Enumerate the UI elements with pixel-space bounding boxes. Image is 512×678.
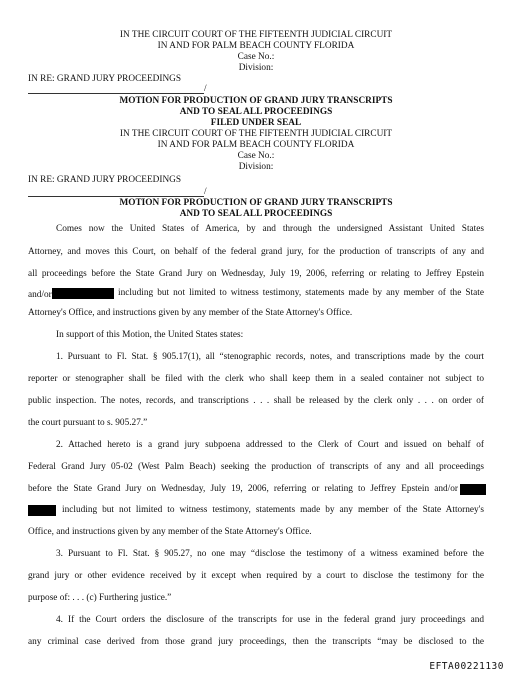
and-or-text: and/or xyxy=(28,290,52,300)
paragraph-1-line: 1. Pursuant to Fl. Stat. § 905.17(1), all “stenographic records, notes, and transcriptions made by the court xyxy=(56,352,484,362)
case-number-label: Case No.: xyxy=(237,52,275,62)
paragraph-2-line: Office, and instructions given by any member of the State Attorney's Office. xyxy=(28,527,312,537)
caption-slash: / xyxy=(204,84,207,94)
redaction-box xyxy=(52,288,114,299)
paragraph-3-line: purpose of: . . . (c) Furthering justice.” xyxy=(28,593,172,603)
caption-rule xyxy=(28,196,204,197)
case-number-label: Case No.: xyxy=(237,151,275,161)
caption-slash: / xyxy=(204,187,207,197)
redaction-box xyxy=(460,484,486,495)
division-label: Division: xyxy=(238,63,274,73)
caption-rule xyxy=(28,93,204,94)
division-label: Division: xyxy=(238,162,274,172)
paragraph-intro-line: Attorney, and moves this Court, on behalf of the federal grand jury, for the production of transcripts of any and xyxy=(28,247,484,257)
paragraph-intro-line: Attorney's Office, and instructions given by any member of the State Attorney's Office. xyxy=(28,308,353,318)
paragraph-4-line: any criminal case derived from those grand jury proceedings, then the transcripts “may be disclosed to the xyxy=(28,637,484,647)
paragraph-3-line: 3. Pursuant to Fl. Stat. § 905.27, no one may “disclose the testimony of a witness examined before the xyxy=(56,549,484,559)
motion-title-line1: MOTION FOR PRODUCTION OF GRAND JURY TRANSCRIPTS xyxy=(119,198,393,208)
paragraph-2-line: 2. Attached hereto is a grand jury subpoena addressed to the Clerk of Court and issued on behalf of xyxy=(56,440,484,450)
paragraph-intro-line: Comes now the United States of America, by and through the undersigned Assistant United States xyxy=(56,224,484,234)
paragraph-3-line: grand jury or other evidence received by it except when required by a court to disclose the testimony for the xyxy=(28,571,484,581)
court-name-line1: IN THE CIRCUIT COURT OF THE FIFTEENTH JUDICIAL CIRCUIT xyxy=(119,129,393,139)
paragraph-2-line: including but not limited to witness testimony, statements made by any member of the State Attorney's xyxy=(62,505,484,515)
paragraph-1-line: public inspection. The notes, records, and transcriptions . . . shall be released by the clerk only . . . on order of xyxy=(28,396,484,406)
paragraph-1-line: reporter or stenographer shall be filed with the clerk who shall keep them in a sealed container not subject to xyxy=(28,374,484,384)
bates-number: EFTA00221130 xyxy=(429,661,504,672)
paragraph-2-line: before the State Grand Jury on Wednesday, July 19, 2006, referring or relating to Jeffrey Epstein and/or xyxy=(28,484,458,494)
filed-under-seal: FILED UNDER SEAL xyxy=(210,118,302,128)
paragraph-intro-line: all proceedings before the State Grand Jury on Wednesday, July 19, 2006, referring or relating to Jeffrey Epstein xyxy=(28,269,484,279)
paragraph-intro-line: including but not limited to witness testimony, statements made by any member of the State xyxy=(118,288,484,298)
court-name-line1: IN THE CIRCUIT COURT OF THE FIFTEENTH JUDICIAL CIRCUIT xyxy=(119,30,393,40)
paragraph-2-line: Federal Grand Jury 05-02 (West Palm Beach) seeking the production of transcripts of any and all proceedings xyxy=(28,462,484,472)
in-re-caption: IN RE: GRAND JURY PROCEEDINGS xyxy=(28,74,182,84)
redaction-box xyxy=(28,505,56,516)
court-name-line2: IN AND FOR PALM BEACH COUNTY FLORIDA xyxy=(157,140,355,150)
court-name-line2: IN AND FOR PALM BEACH COUNTY FLORIDA xyxy=(157,41,355,51)
paragraph-4-line: 4. If the Court orders the disclosure of the transcripts for use in the federal grand jury proceedings and xyxy=(56,615,484,625)
motion-title-line1: MOTION FOR PRODUCTION OF GRAND JURY TRANSCRIPTS xyxy=(119,96,393,106)
support-statement: In support of this Motion, the United States states: xyxy=(56,330,244,340)
in-re-caption: IN RE: GRAND JURY PROCEEDINGS xyxy=(28,175,182,185)
paragraph-intro-line xyxy=(28,288,114,301)
paragraph-1-line: the court pursuant to s. 905.27.” xyxy=(28,418,148,428)
motion-title-line2: AND TO SEAL ALL PROCEEDINGS xyxy=(179,107,333,117)
motion-title-line2: AND TO SEAL ALL PROCEEDINGS xyxy=(179,209,333,219)
